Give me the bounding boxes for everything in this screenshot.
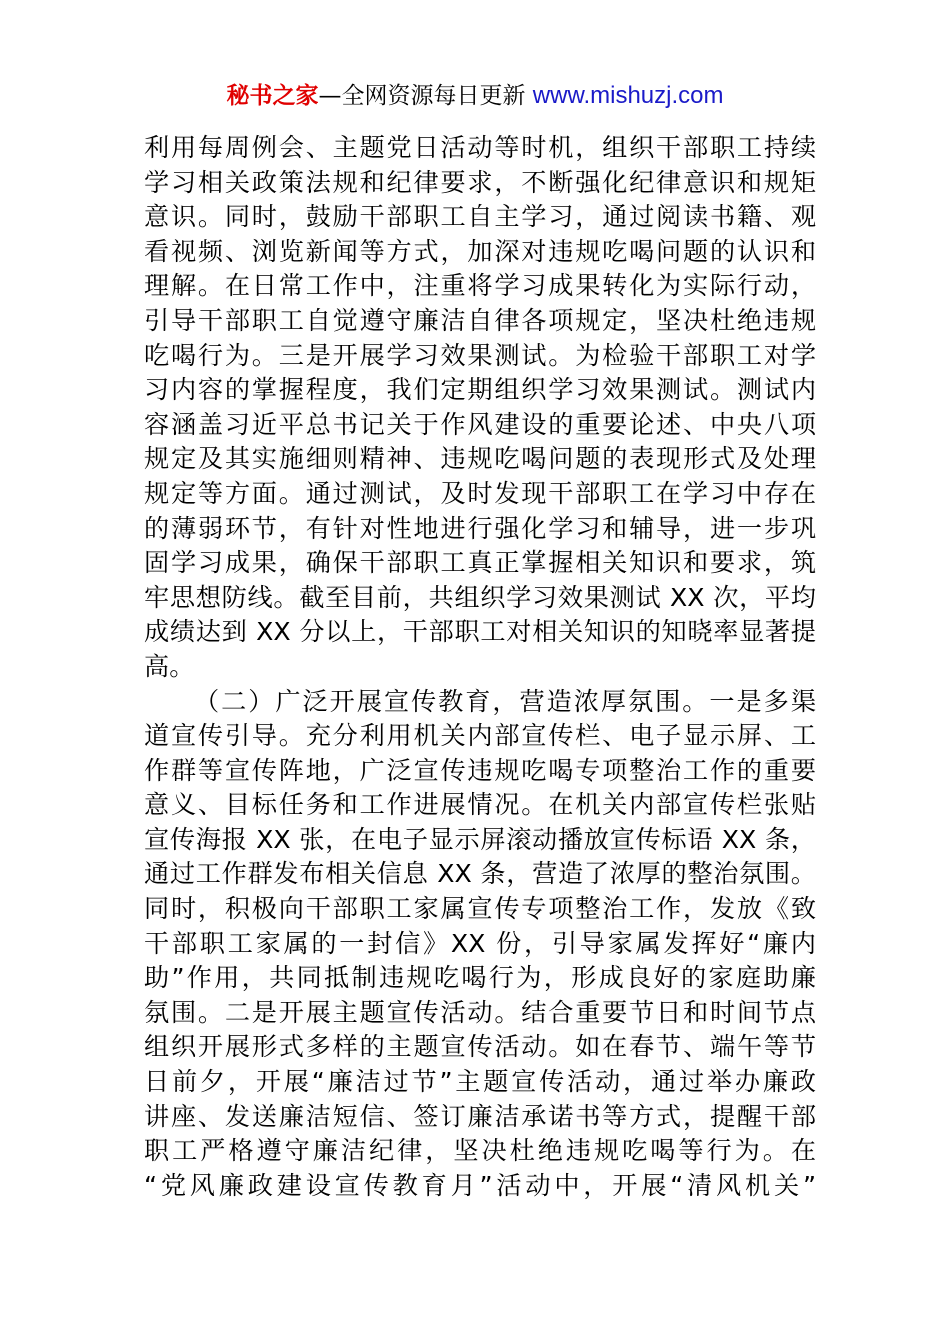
paragraph-2 <box>144 685 816 1204</box>
text-line: 职工严格遵守廉洁纪律，坚决杜绝违规吃喝等行为。在 <box>144 1136 816 1166</box>
text-line: 习内容的掌握程度，我们定期组织学习效果测试。测试内 <box>144 375 816 405</box>
text-line: 规定等方面。通过测试，及时发现干部职工在学习中存在 <box>144 478 816 508</box>
site-url-link[interactable]: www.mishuzj.com <box>532 82 724 109</box>
text-line: 同时，积极向干部职工家属宣传专项整治工作，发放《致 <box>144 894 816 924</box>
text-line: 讲座、发送廉洁短信、签订廉洁承诺书等方式，提醒干部 <box>144 1101 816 1131</box>
text-line: 规定及其实施细则精神、违规吃喝问题的表现形式及处理 <box>144 444 816 474</box>
document-body <box>144 131 816 1203</box>
text-line: 成绩达到 XX 分以上，干部职工对相关知识的知晓率显著提 <box>144 617 816 647</box>
text-line: 氛围。二是开展主题宣传活动。结合重要节日和时间节点 <box>144 997 816 1027</box>
site-header <box>0 80 950 112</box>
paragraph-1 <box>144 131 816 685</box>
text-line: 宣传海报 XX 张，在电子显示屏滚动播放宣传标语 XX 条， <box>144 824 816 854</box>
site-slogan: 全网资源每日更新 <box>341 83 526 109</box>
text-line: 牢思想防线。截至目前，共组织学习效果测试 XX 次，平均 <box>144 582 816 612</box>
text-line: 作群等宣传阵地，广泛宣传违规吃喝专项整治工作的重要 <box>144 755 816 785</box>
text-line: 容涵盖习近平总书记关于作风建设的重要论述、中央八项 <box>144 409 816 439</box>
site-brand: 秘书之家 <box>226 83 319 109</box>
text-line: 意识。同时，鼓励干部职工自主学习，通过阅读书籍、观 <box>144 202 816 232</box>
text-line: 意义、目标任务和工作进展情况。在机关内部宣传栏张贴 <box>144 790 816 820</box>
text-line: （二）广泛开展宣传教育，营造浓厚氛围。一是多渠 <box>194 686 816 716</box>
text-line: 利用每周例会、主题党日活动等时机，组织干部职工持续 <box>144 133 816 162</box>
text-line: 固学习成果，确保干部职工真正掌握相关知识和要求，筑 <box>144 548 816 578</box>
text-line: 学习相关政策法规和纪律要求，不断强化纪律意识和规矩 <box>144 167 816 197</box>
header-dash: — <box>318 83 342 109</box>
text-line: 高。 <box>144 651 195 681</box>
text-line: 通过工作群发布相关信息 XX 条，营造了浓厚的整治氛围。 <box>144 859 816 889</box>
text-line: 的薄弱环节，有针对性地进行强化学习和辅导，进一步巩 <box>144 513 816 543</box>
text-line: 助”作用，共同抵制违规吃喝行为，形成良好的家庭助廉 <box>144 963 816 993</box>
text-line: “党风廉政建设宣传教育月”活动中，开展“清风机关” <box>144 1170 816 1200</box>
text-line: 道宣传引导。充分利用机关内部宣传栏、电子显示屏、工 <box>144 721 816 751</box>
text-line: 引导干部职工自觉遵守廉洁自律各项规定，坚决杜绝违规 <box>144 305 816 335</box>
text-line: 看视频、浏览新闻等方式，加深对违规吃喝问题的认识和 <box>144 236 816 266</box>
text-line: 组织开展形式多样的主题宣传活动。如在春节、端午等节 <box>144 1032 816 1062</box>
text-line: 理解。在日常工作中，注重将学习成果转化为实际行动， <box>144 271 816 301</box>
text-line: 吃喝行为。三是开展学习效果测试。为检验干部职工对学 <box>144 340 816 370</box>
text-line: 日前夕，开展“廉洁过节”主题宣传活动，通过举办廉政 <box>144 1067 816 1097</box>
text-line: 干部职工家属的一封信》XX 份，引导家属发挥好“廉内 <box>144 928 816 958</box>
